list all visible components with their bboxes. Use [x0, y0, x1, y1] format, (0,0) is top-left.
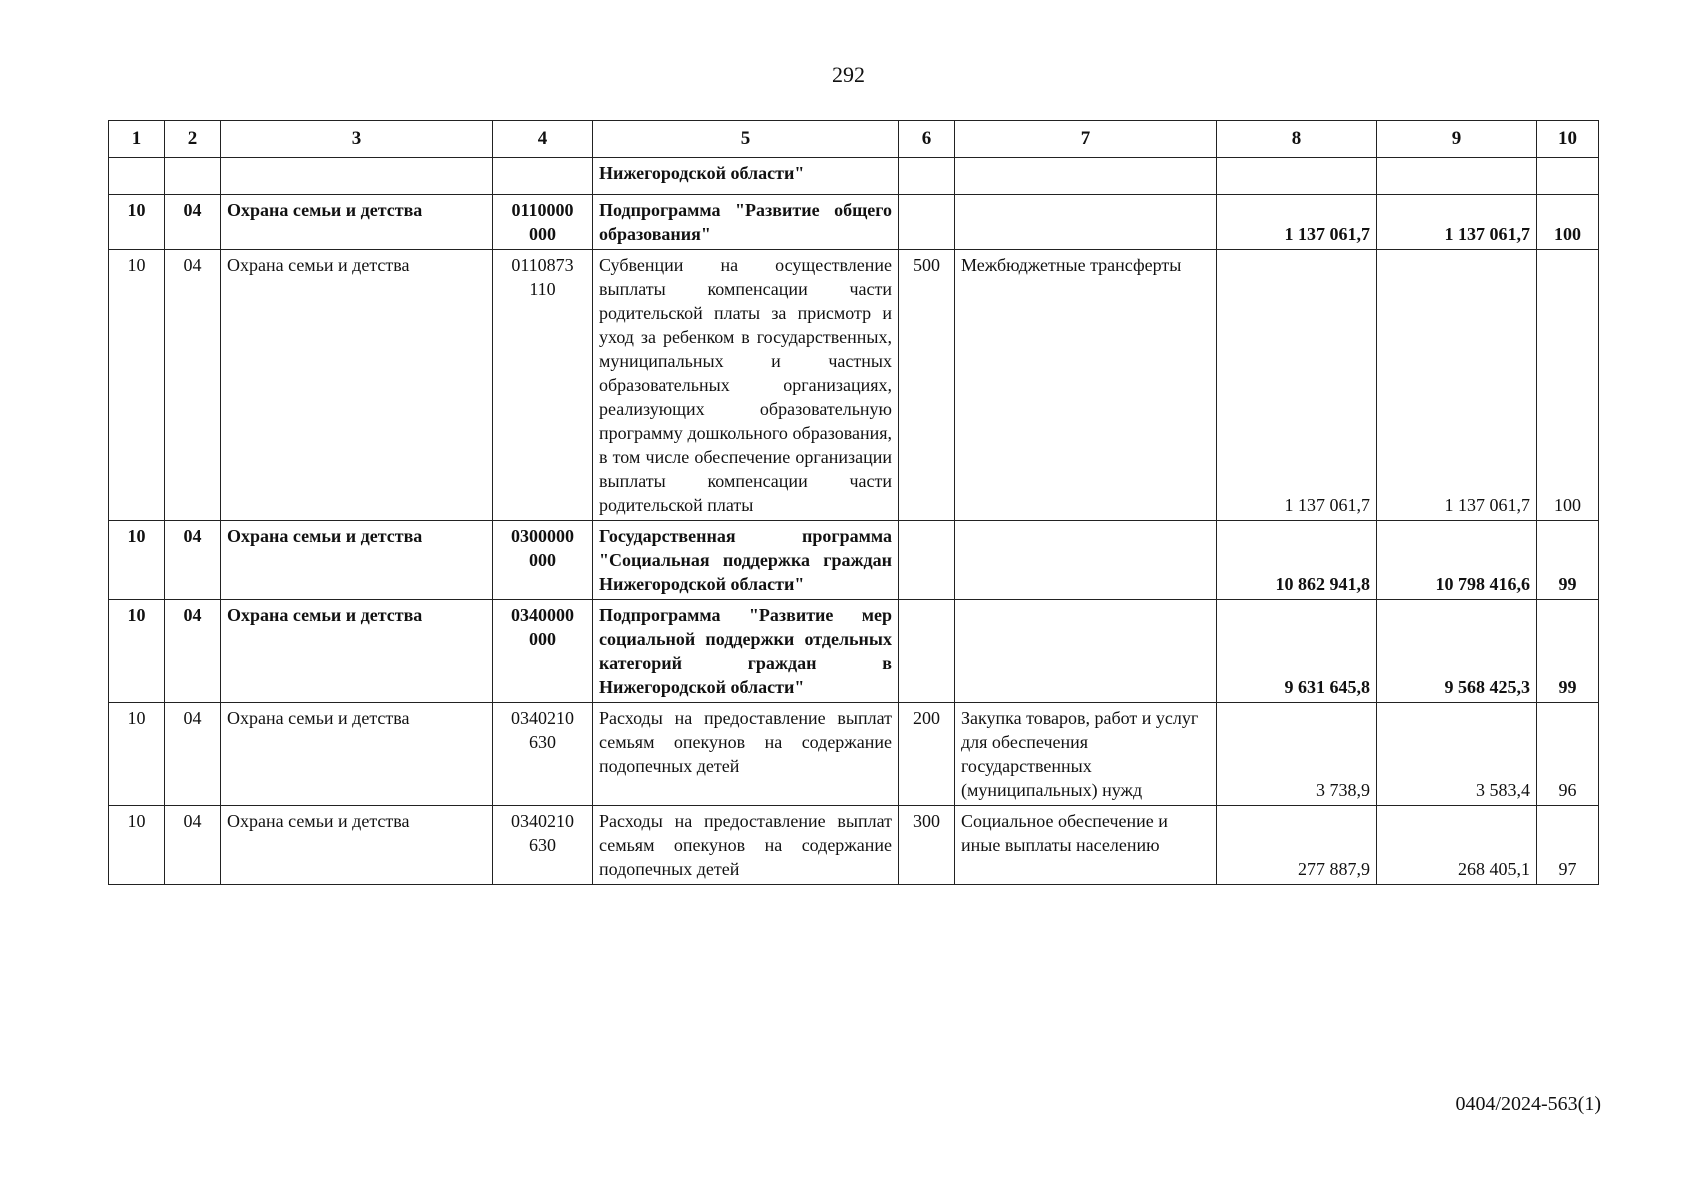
header-cell: 7 — [955, 121, 1217, 158]
section-cell: 10 — [109, 703, 165, 806]
code-cell: 0340210 630 — [493, 703, 593, 806]
fact-amount-cell: 10 798 416,6 — [1377, 521, 1537, 600]
plan-amount-cell: 3 738,9 — [1217, 703, 1377, 806]
name-cell: Охрана семьи и детства — [221, 195, 493, 250]
percent-cell: 99 — [1537, 521, 1599, 600]
fact-amount-cell: 3 583,4 — [1377, 703, 1537, 806]
header-cell: 2 — [165, 121, 221, 158]
header-row — [109, 121, 1599, 158]
percent-cell: 100 — [1537, 195, 1599, 250]
expense-type-cell: 300 — [899, 806, 955, 885]
percent-cell: 99 — [1537, 600, 1599, 703]
table-row — [109, 521, 1599, 600]
expense-type-cell: 200 — [899, 703, 955, 806]
expense-type-cell: 500 — [899, 250, 955, 521]
header-cell: 9 — [1377, 121, 1537, 158]
plan-amount-cell: 10 862 941,8 — [1217, 521, 1377, 600]
expense-type-cell — [899, 600, 955, 703]
page-number: 292 — [832, 62, 865, 87]
continuation-text: Нижегородской области" — [593, 158, 899, 195]
percent-cell: 97 — [1537, 806, 1599, 885]
plan-amount-cell: 9 631 645,8 — [1217, 600, 1377, 703]
subsection-cell: 04 — [165, 195, 221, 250]
expense-name-cell — [955, 600, 1217, 703]
subsection-cell: 04 — [165, 250, 221, 521]
subsection-cell: 04 — [165, 600, 221, 703]
header-cell: 8 — [1217, 121, 1377, 158]
percent-cell: 100 — [1537, 250, 1599, 521]
name-cell: Охрана семьи и детства — [221, 806, 493, 885]
description-cell: Субвенции на осуществление выплаты компенсации части родительской платы за присмотр и уход за ребенком в государственных, муниципальных и частных образовательных организациях, реализующих образовательную программу дошкольного образования, в том числе обеспечение организации выплаты компенсации части родительской платы — [593, 250, 899, 521]
code-cell: 0110000 000 — [493, 195, 593, 250]
document-code: 0404/2024-563(1) — [1455, 1093, 1601, 1115]
header-cell: 4 — [493, 121, 593, 158]
fact-amount-cell: 9 568 425,3 — [1377, 600, 1537, 703]
description-cell: Расходы на предоставление выплат семьям опекунов на содержание подопечных детей — [593, 806, 899, 885]
header-cell: 5 — [593, 121, 899, 158]
section-cell: 10 — [109, 521, 165, 600]
section-cell: 10 — [109, 195, 165, 250]
budget-table — [108, 120, 1599, 885]
table-row — [109, 250, 1599, 521]
percent-cell: 96 — [1537, 703, 1599, 806]
expense-name-cell — [955, 195, 1217, 250]
code-cell: 0340000 000 — [493, 600, 593, 703]
plan-amount-cell: 1 137 061,7 — [1217, 195, 1377, 250]
section-cell: 10 — [109, 806, 165, 885]
header-cell: 10 — [1537, 121, 1599, 158]
fact-amount-cell: 1 137 061,7 — [1377, 250, 1537, 521]
table-row — [109, 703, 1599, 806]
continuation-row — [109, 158, 1599, 195]
expense-name-cell: Социальное обеспечение и иные выплаты населению — [955, 806, 1217, 885]
name-cell: Охрана семьи и детства — [221, 600, 493, 703]
code-cell: 0340210 630 — [493, 806, 593, 885]
description-cell: Подпрограмма "Развитие мер социальной поддержки отдельных категорий граждан в Нижегородской области" — [593, 600, 899, 703]
plan-amount-cell: 277 887,9 — [1217, 806, 1377, 885]
description-cell: Расходы на предоставление выплат семьям опекунов на содержание подопечных детей — [593, 703, 899, 806]
table-row — [109, 600, 1599, 703]
expense-type-cell — [899, 195, 955, 250]
table-row — [109, 806, 1599, 885]
fact-amount-cell: 268 405,1 — [1377, 806, 1537, 885]
expense-name-cell — [955, 521, 1217, 600]
code-cell: 0110873 110 — [493, 250, 593, 521]
header-cell: 1 — [109, 121, 165, 158]
header-cell: 6 — [899, 121, 955, 158]
subsection-cell: 04 — [165, 521, 221, 600]
subsection-cell: 04 — [165, 703, 221, 806]
description-cell: Государственная программа "Социальная поддержка граждан Нижегородской области" — [593, 521, 899, 600]
section-cell: 10 — [109, 600, 165, 703]
fact-amount-cell: 1 137 061,7 — [1377, 195, 1537, 250]
section-cell: 10 — [109, 250, 165, 521]
expense-name-cell: Межбюджетные трансферты — [955, 250, 1217, 521]
expense-name-cell: Закупка товаров, работ и услуг для обеспечения государственных (муниципальных) нужд — [955, 703, 1217, 806]
table-body — [109, 195, 1599, 885]
description-cell: Подпрограмма "Развитие общего образования" — [593, 195, 899, 250]
name-cell: Охрана семьи и детства — [221, 521, 493, 600]
code-cell: 0300000 000 — [493, 521, 593, 600]
name-cell: Охрана семьи и детства — [221, 250, 493, 521]
header-cell: 3 — [221, 121, 493, 158]
name-cell: Охрана семьи и детства — [221, 703, 493, 806]
plan-amount-cell: 1 137 061,7 — [1217, 250, 1377, 521]
expense-type-cell — [899, 521, 955, 600]
subsection-cell: 04 — [165, 806, 221, 885]
table-row — [109, 195, 1599, 250]
